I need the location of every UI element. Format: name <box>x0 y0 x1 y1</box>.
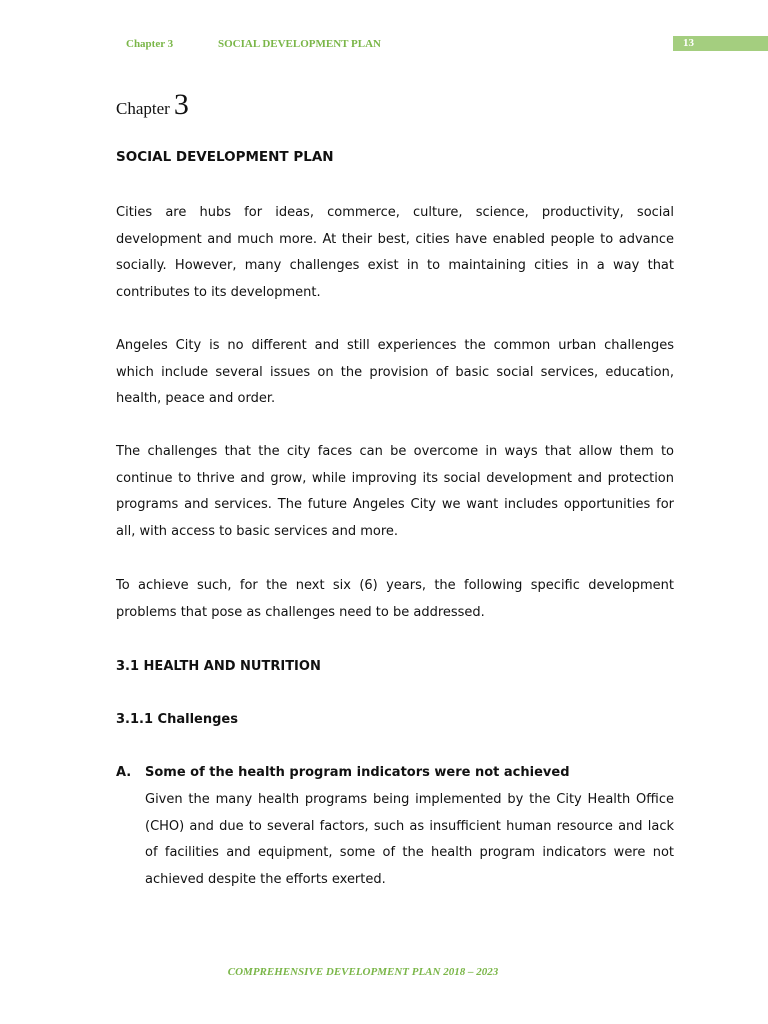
item-letter: A. <box>116 765 132 780</box>
subsection-heading: 3.1.1 Challenges <box>116 712 238 727</box>
running-footer <box>0 966 768 978</box>
header-chapter-label: Chapter 3 <box>126 38 174 50</box>
item-title: Some of the health program indicators were not achieved <box>145 765 570 780</box>
paragraph-angeles: Angeles City is no different and still experiences the common urban challenges which include several issues on the provision of basic social services, education, health, peace and order. <box>116 338 674 407</box>
running-header <box>0 36 768 52</box>
paragraph-intro: Cities are hubs for ideas, commerce, culture, science, productivity, social development and much more. At their best, cities have enabled people to advance socially. However, many challenges exist in to maintaining cities in a way that contributes to its development. <box>116 205 674 300</box>
footer-text: COMPREHENSIVE DEVELOPMENT PLAN 2018 – 2023 <box>227 966 499 978</box>
paragraph-challenges: The challenges that the city faces can be overcome in ways that allow them to continue to thrive and grow, while improving its social development and protection programs and services. The future Angeles City we want includes opportunities for all, with access to basic services and more. <box>116 444 674 539</box>
item-body: Given the many health programs being implemented by the City Health Office (CHO) and due to several factors, such as insufficient human resource and lack of facilities and equipment, some of the health program indicators were not achieved despite the efforts exerted. <box>145 792 674 887</box>
paragraph-achieve: To achieve such, for the next six (6) years, the following specific development problems that pose as challenges need to be addressed. <box>116 578 674 620</box>
section-heading: 3.1 HEALTH AND NUTRITION <box>116 659 321 674</box>
page-number: 13 <box>673 36 768 51</box>
chapter-heading <box>116 88 189 122</box>
header-section-label: SOCIAL DEVELOPMENT PLAN <box>218 38 381 50</box>
chapter-number: 3 <box>173 88 189 121</box>
chapter-word: Chapter <box>116 99 170 118</box>
page-title: SOCIAL DEVELOPMENT PLAN <box>116 149 334 165</box>
